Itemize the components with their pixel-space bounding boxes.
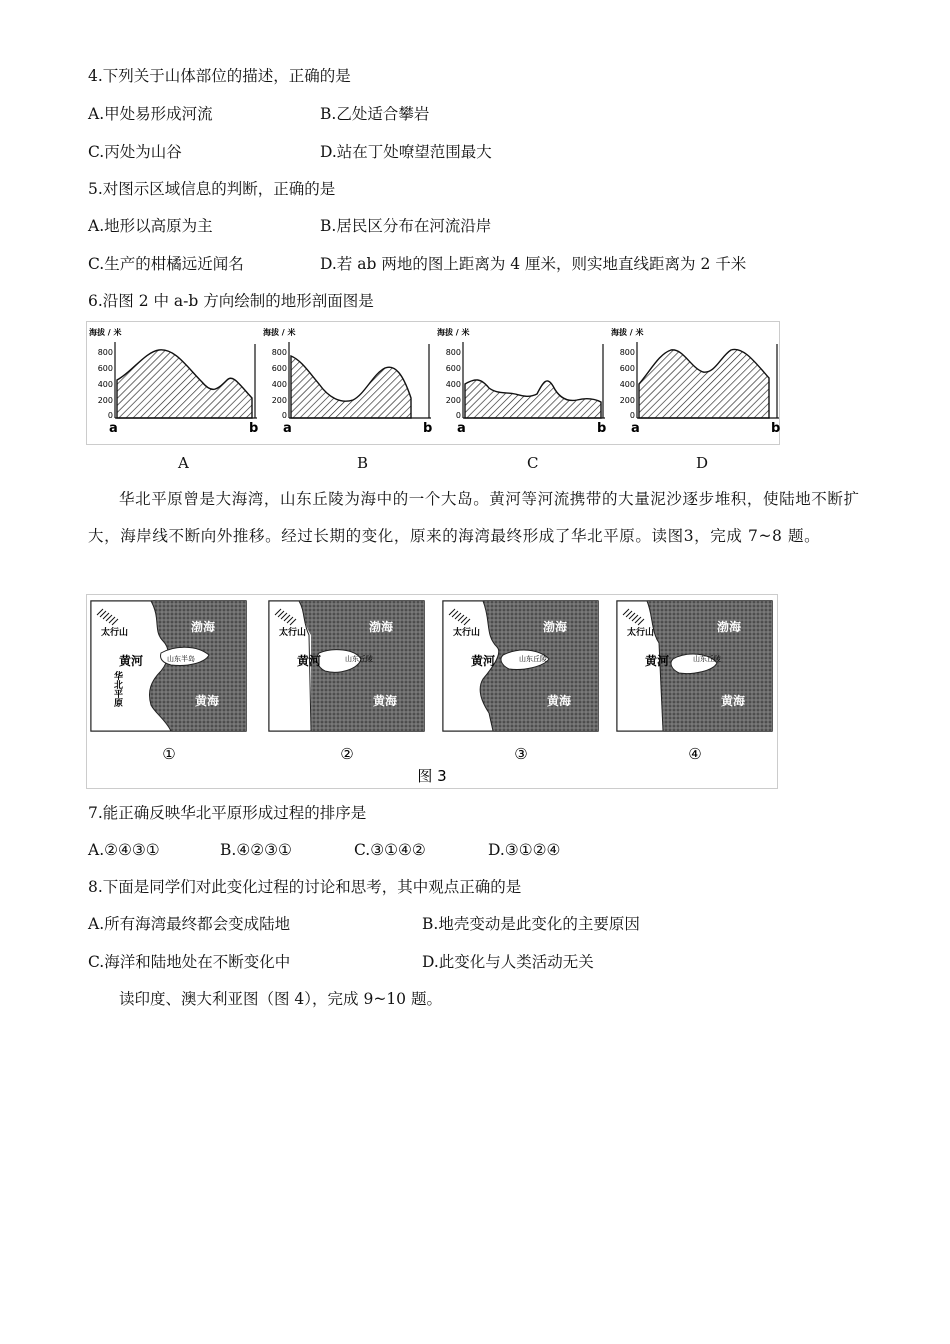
map-sea1-label: 渤海	[369, 620, 394, 634]
profile-ylabel: 海拔 / 米	[89, 328, 122, 337]
figure-3	[86, 594, 778, 789]
profile-a	[88, 327, 258, 436]
profile-tick: 400	[97, 380, 113, 389]
q8-option-b: B.地壳变动是此变化的主要原因	[422, 915, 640, 933]
map-island-label: 山东丘陵	[519, 655, 547, 663]
profile-tick: 0	[107, 411, 113, 420]
profile-tick: 0	[629, 411, 635, 420]
profile-label-c: C	[527, 454, 539, 472]
profile-end-label: b	[597, 421, 607, 436]
profile-c	[436, 327, 606, 436]
profile-start-label: a	[457, 421, 466, 436]
q5-option-c: C.生产的柑橘远近闻名	[88, 255, 244, 273]
profile-ylabel: 海拔 / 米	[263, 328, 296, 337]
figure-3-maps	[87, 595, 777, 788]
profile-end-label: b	[249, 421, 259, 436]
map-island-label: 山东丘陵	[345, 655, 373, 663]
profile-tick: 400	[445, 380, 461, 389]
map-sea2-label: 黄海	[721, 694, 746, 708]
map-mountain-label: 太行山	[627, 628, 655, 638]
map-panel-1	[91, 601, 246, 763]
q5-option-a: A.地形以高原为主	[88, 217, 213, 235]
profile-tick: 800	[271, 348, 287, 357]
q8-option-c: C.海洋和陆地处在不断变化中	[88, 953, 291, 971]
q8-option-d: D.此变化与人类活动无关	[422, 953, 594, 971]
q4-stem: 4.下列关于山体部位的描述，正确的是	[88, 67, 351, 85]
map-sea1-label: 渤海	[717, 620, 742, 634]
profile-tick: 800	[445, 348, 461, 357]
q4-option-c: C.丙处为山谷	[88, 143, 182, 161]
profile-tick: 200	[271, 396, 287, 405]
q5-option-d: D.若 ab 两地的图上距离为 4 厘米，则实地直线距离为 2 千米	[320, 255, 747, 273]
passage-text: 华北平原曾是大海湾，山东丘陵为海中的一个大岛。黄河等河流携带的大量泥沙逐步堆积，使陆地不断扩大，海岸线不断向外推移。经过长期的变化，原来的海湾最终形成了华北平原。读图3，完成 7~8 题。	[88, 490, 860, 545]
profile-d	[610, 327, 780, 436]
map-sea2-label: 黄海	[195, 694, 220, 708]
profile-tick: 0	[281, 411, 287, 420]
profile-tick: 600	[445, 364, 461, 373]
profile-start-label: a	[631, 421, 640, 436]
map-river-label: 黄河	[297, 654, 322, 668]
map-panel-number: ①	[162, 745, 176, 763]
map-mountain-label: 太行山	[101, 628, 129, 638]
q5-option-b: B.居民区分布在河流沿岸	[320, 217, 492, 235]
profile-tick: 400	[619, 380, 635, 389]
q8-stem: 8.下面是同学们对此变化过程的讨论和思考，其中观点正确的是	[88, 878, 522, 896]
map-island-label: 山东丘陵	[693, 655, 721, 663]
profile-end-label: b	[771, 421, 781, 436]
q7-option-b: B.④②③①	[220, 841, 292, 859]
map-plain-label: 华北平原	[112, 671, 122, 707]
map-panel-3	[443, 601, 598, 763]
profile-b	[262, 327, 432, 436]
map-mountain-label: 太行山	[453, 628, 481, 638]
profile-tick: 200	[619, 396, 635, 405]
map-river-label: 黄河	[645, 654, 670, 668]
q4-option-d: D.站在丁处嘹望范围最大	[320, 143, 492, 161]
map-river-label: 黄河	[119, 654, 144, 668]
map-sea1-label: 渤海	[543, 620, 568, 634]
q4-option-b: B.乙处适合攀岩	[320, 105, 430, 123]
intro-q9: 读印度、澳大利亚图（图 4），完成 9~10 题。	[119, 990, 442, 1008]
profile-terrain	[465, 380, 601, 418]
q6-stem: 6.沿图 2 中 a-b 方向绘制的地形剖面图是	[88, 292, 374, 310]
q4-option-a: A.甲处易形成河流	[88, 105, 213, 123]
profile-charts	[87, 322, 779, 444]
profile-tick: 600	[619, 364, 635, 373]
profile-tick: 0	[455, 411, 461, 420]
profile-terrain	[117, 350, 252, 418]
profile-tick: 600	[97, 364, 113, 373]
profile-ylabel: 海拔 / 米	[437, 328, 470, 337]
profile-start-label: a	[283, 421, 292, 436]
profile-label-b: B	[357, 454, 369, 472]
profile-end-label: b	[423, 421, 433, 436]
map-panel-number: ④	[688, 745, 702, 763]
figure-3-caption: 图 3	[417, 767, 447, 785]
profile-ylabel: 海拔 / 米	[611, 328, 644, 337]
map-sea1-label: 渤海	[191, 620, 216, 634]
profile-figure	[86, 321, 780, 445]
q7-stem: 7.能正确反映华北平原形成过程的排序是	[88, 804, 367, 822]
profile-tick: 400	[271, 380, 287, 389]
map-sea2-label: 黄海	[373, 694, 398, 708]
q7-option-d: D.③①②④	[488, 841, 561, 859]
q8-option-a: A.所有海湾最终都会变成陆地	[88, 915, 291, 933]
map-mountain-label: 太行山	[279, 628, 307, 638]
q7-option-c: C.③①④②	[354, 841, 426, 859]
map-panel-number: ③	[514, 745, 528, 763]
profile-tick: 200	[445, 396, 461, 405]
profile-start-label: a	[109, 421, 118, 436]
map-river-label: 黄河	[471, 654, 496, 668]
q7-option-a: A.②④③①	[88, 841, 160, 859]
profile-label-d: D	[696, 454, 709, 472]
profile-tick: 800	[97, 348, 113, 357]
map-panel-4	[617, 601, 772, 763]
map-sea2-label: 黄海	[547, 694, 572, 708]
map-panel-2	[269, 601, 424, 763]
profile-label-a: A	[178, 454, 189, 472]
map-island-label: 山东半岛	[167, 655, 195, 663]
map-panel-number: ②	[340, 745, 354, 763]
profile-tick: 800	[619, 348, 635, 357]
profile-tick: 200	[97, 396, 113, 405]
profile-terrain	[291, 356, 411, 418]
profile-tick: 600	[271, 364, 287, 373]
profile-terrain	[639, 349, 769, 418]
q5-stem: 5.对图示区域信息的判断，正确的是	[88, 180, 336, 198]
